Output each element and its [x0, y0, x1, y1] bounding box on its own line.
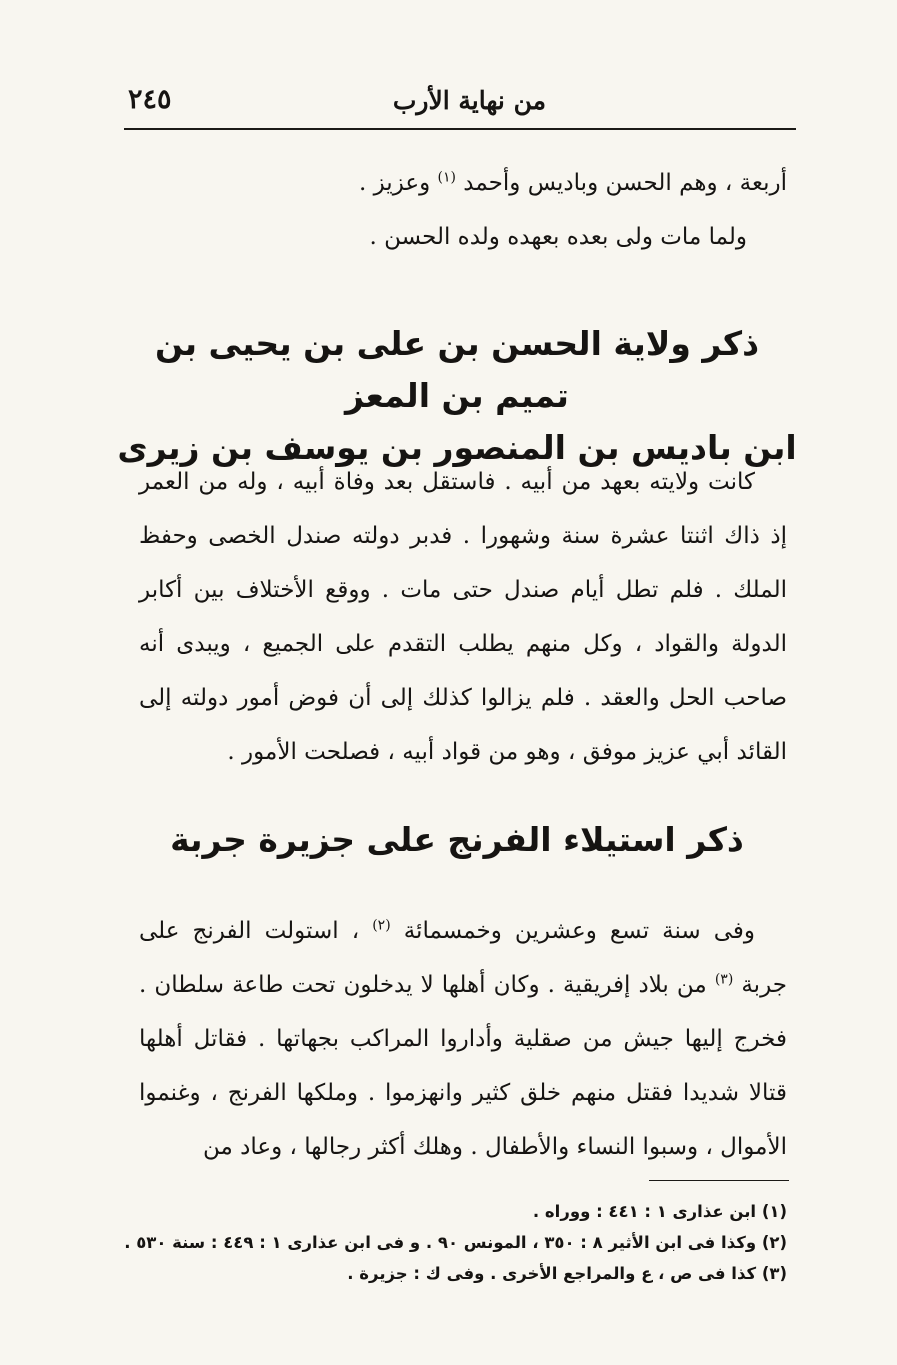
- footnote-ref-3: (٣): [714, 971, 734, 988]
- page-header: [124, 78, 796, 130]
- opening-line-2: ولما مات ولى بعده بعهده ولده الحسن .: [369, 224, 747, 250]
- page-number: ٢٤٥: [128, 84, 172, 115]
- section-1-heading-line-1: ذكر ولاية الحسن بن على بن يحيى بن تميم بن المعز: [154, 324, 760, 415]
- footnotes: [124, 1196, 787, 1289]
- running-title: من نهاية الأرب: [392, 86, 546, 115]
- section-1-heading: [117, 318, 797, 474]
- section-1-heading-line-2: ابن باديس بن المنصور بن يوسف بن زيرى: [117, 428, 797, 467]
- footnote-ref-1: (١): [437, 169, 456, 186]
- footnote-3: (٣) كذا فى ص ، ع والمراجع الأخرى . وفى ك : جزيرة .: [347, 1264, 787, 1283]
- section-2-paragraph: [139, 904, 787, 1174]
- opening-text: [139, 156, 787, 264]
- section-2-heading: ذكر استيلاء الفرنج على جزيرة جربة: [170, 820, 744, 859]
- section-2-text-1: وفى سنة تسع وعشرين وخمسمائة: [390, 918, 756, 944]
- section-2-body: [139, 904, 787, 1174]
- footnote-1: (١) ابن عذارى ١ : ٤٤١ : ووراه .: [532, 1202, 787, 1221]
- opening-line-1: [139, 156, 787, 210]
- section-2-text-2: ، استولت الفرنج على جربة: [139, 918, 787, 998]
- footnote-2: (٢) وكذا فى ابن الأثير ٨ : ٣٥٠ ، المونس ٩٠ . و فى ابن عذارى ١ : ٤٤٩ : سنة ٥٣٠ .: [124, 1233, 787, 1252]
- section-2-text-3: من بلاد إفريقية . وكان أهلها لا يدخلون تحت طاعة سلطان . فخرج إليها جيش من صقلية وأداروا المراكب بجهاتها . فقاتل أهلها قتالا شديدا فقتل منهم خلق كثير وانهزموا . وملكها الفرنج ، وغنموا الأموال ، وسبوا النساء والأطفال . وهلك أكثر رجالها ، وعاد من: [139, 972, 787, 1160]
- section-1-paragraph: كانت ولايته بعهد من أبيه . فاستقل بعد وفاة أبيه ، وله من العمر إذ ذاك اثنتا عشرة سنة وشهورا . فدبر دولته صندل الخصى وحفظ الملك . فلم تطل أيام صندل حتى مات . ووقع الأختلاف بين أكابر الدولة والقواد ، وكل منهم يطلب التقدم على الجميع ، ويبدى أنه صاحب الحل والعقد . فلم يزالوا كذلك إلى أن فوض أمور دولته إلى القائد أبي عزيز موفق ، وهو من قواد أبيه ، فصلحت الأمور .: [139, 469, 787, 765]
- footnote-ref-2: (٢): [372, 917, 391, 934]
- footnote-divider: [649, 1180, 789, 1181]
- opening-line-1-a: أربعة ، وهم الحسن وباديس وأحمد: [456, 170, 787, 196]
- opening-line-1-b: وعزيز .: [358, 170, 438, 196]
- section-1-body: [139, 455, 787, 779]
